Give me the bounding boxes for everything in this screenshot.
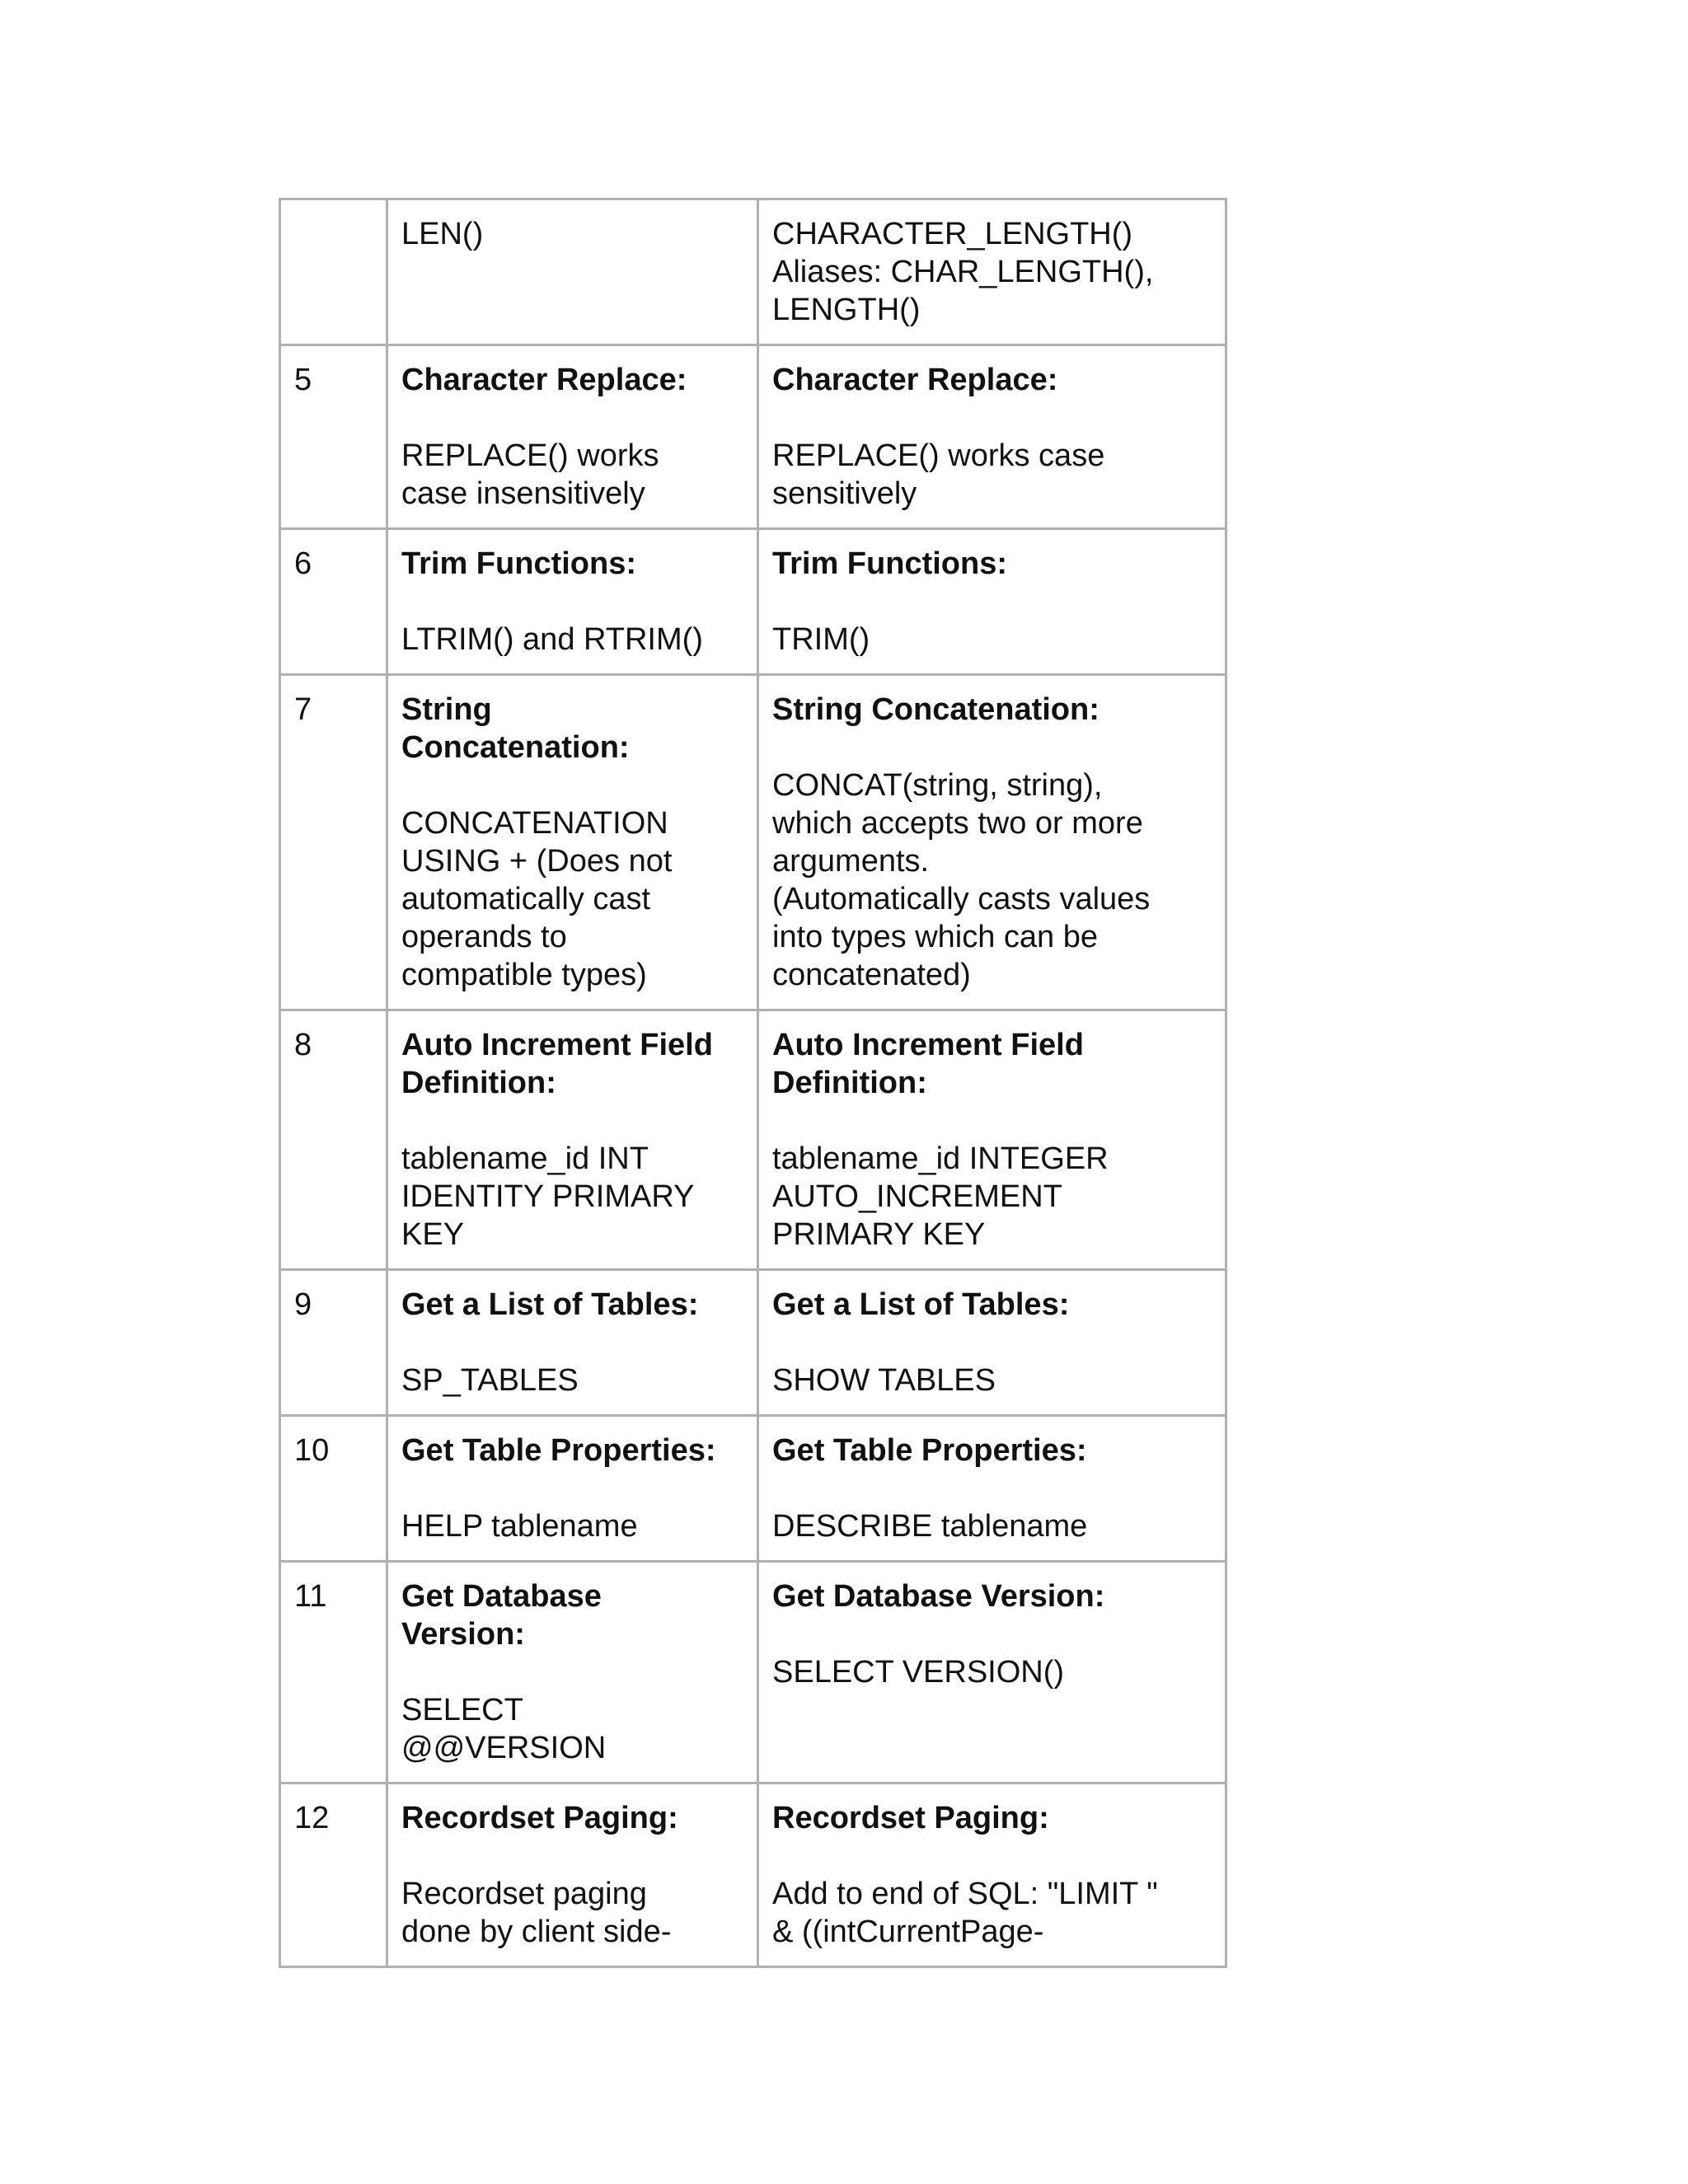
table-row xyxy=(280,345,1226,529)
mysql-label: Get Database Version: xyxy=(772,1579,1105,1614)
mysql-label: Recordset Paging: xyxy=(772,1801,1049,1835)
mysql-text: tablename_id INTEGER AUTO_INCREMENT PRIMARY KEY xyxy=(772,1141,1109,1252)
mysql-cell xyxy=(758,199,1226,345)
row-number-cell xyxy=(280,1010,387,1270)
row-number-cell xyxy=(280,1783,387,1967)
sqlserver-label: String Concatenation: xyxy=(401,692,630,765)
mysql-text: SHOW TABLES xyxy=(772,1363,996,1398)
row-number: 8 xyxy=(294,1028,312,1062)
row-number: 10 xyxy=(294,1433,330,1468)
sqlserver-text: LTRIM() and RTRIM() xyxy=(401,622,703,657)
sqlserver-text: tablename_id INT IDENTITY PRIMARY KEY xyxy=(401,1141,695,1252)
sqlserver-cell xyxy=(387,1270,758,1416)
sqlserver-cell xyxy=(387,1783,758,1967)
sqlserver-cell xyxy=(387,675,758,1010)
sqlserver-text: LEN() xyxy=(401,217,484,251)
sqlserver-label: Auto Increment Field Definition: xyxy=(401,1028,713,1100)
row-number: 12 xyxy=(294,1801,330,1835)
sqlserver-cell xyxy=(387,199,758,345)
mysql-cell xyxy=(758,1270,1226,1416)
sqlserver-cell xyxy=(387,1562,758,1783)
mysql-text: TRIM() xyxy=(772,622,870,657)
mysql-cell xyxy=(758,1562,1226,1783)
mysql-label: Trim Functions: xyxy=(772,546,1007,581)
row-number: 9 xyxy=(294,1287,312,1322)
row-number-cell xyxy=(280,345,387,529)
table-row xyxy=(280,1270,1226,1416)
mysql-text: CHARACTER_LENGTH() Aliases: CHAR_LENGTH(), LENGTH() xyxy=(772,217,1154,327)
table-row xyxy=(280,1010,1226,1270)
sqlserver-cell xyxy=(387,1416,758,1562)
mysql-cell xyxy=(758,1010,1226,1270)
table-row xyxy=(280,199,1226,345)
sqlserver-label: Get Database Version: xyxy=(401,1579,602,1652)
mysql-text: Add to end of SQL: "LIMIT " & ((intCurrentPage- xyxy=(772,1877,1158,1949)
row-number-cell xyxy=(280,1416,387,1562)
mysql-label: Character Replace: xyxy=(772,363,1058,397)
mysql-cell xyxy=(758,675,1226,1010)
mysql-cell xyxy=(758,1416,1226,1562)
sqlserver-label: Recordset Paging: xyxy=(401,1801,678,1835)
mysql-label: Auto Increment Field Definition: xyxy=(772,1028,1084,1100)
mysql-label: Get a List of Tables: xyxy=(772,1287,1070,1322)
row-number: 6 xyxy=(294,546,312,581)
mysql-cell xyxy=(758,1783,1226,1967)
mysql-text: DESCRIBE tablename xyxy=(772,1509,1088,1544)
sqlserver-text: SP_TABLES xyxy=(401,1363,579,1398)
sqlserver-label: Character Replace: xyxy=(401,363,687,397)
comparison-table xyxy=(279,198,1227,1968)
table-row xyxy=(280,529,1226,675)
sqlserver-text: SELECT @@VERSION xyxy=(401,1693,607,1765)
row-number: 5 xyxy=(294,363,312,397)
table-row xyxy=(280,1416,1226,1562)
sqlserver-label: Get Table Properties: xyxy=(401,1433,716,1468)
row-number: 11 xyxy=(294,1579,327,1614)
mysql-cell xyxy=(758,529,1226,675)
row-number-cell xyxy=(280,529,387,675)
sqlserver-text: REPLACE() works case insensitively xyxy=(401,438,659,511)
sqlserver-cell xyxy=(387,529,758,675)
row-number-cell xyxy=(280,675,387,1010)
mysql-label: String Concatenation: xyxy=(772,692,1100,727)
table-row xyxy=(280,1783,1226,1967)
row-number-cell xyxy=(280,1270,387,1416)
mysql-text: CONCAT(string, string), which accepts two or more arguments. (Automatically casts values into types which can be concatenated) xyxy=(772,768,1151,992)
sqlserver-cell xyxy=(387,1010,758,1270)
sqlserver-text: CONCATENATION USING + (Does not automatically cast operands to compatible types) xyxy=(401,806,673,992)
row-number-cell xyxy=(280,199,387,345)
mysql-text: SELECT VERSION() xyxy=(772,1655,1065,1690)
mysql-label: Get Table Properties: xyxy=(772,1433,1087,1468)
sqlserver-label: Get a List of Tables: xyxy=(401,1287,699,1322)
sqlserver-text: HELP tablename xyxy=(401,1509,638,1544)
row-number: 7 xyxy=(294,692,312,727)
table-row xyxy=(280,1562,1226,1783)
row-number-cell xyxy=(280,1562,387,1783)
sqlserver-text: Recordset paging done by client side- xyxy=(401,1877,672,1949)
comparison-table-body xyxy=(280,199,1226,1967)
mysql-text: REPLACE() works case sensitively xyxy=(772,438,1105,511)
table-row xyxy=(280,675,1226,1010)
sqlserver-label: Trim Functions: xyxy=(401,546,636,581)
mysql-cell xyxy=(758,345,1226,529)
sqlserver-cell xyxy=(387,345,758,529)
